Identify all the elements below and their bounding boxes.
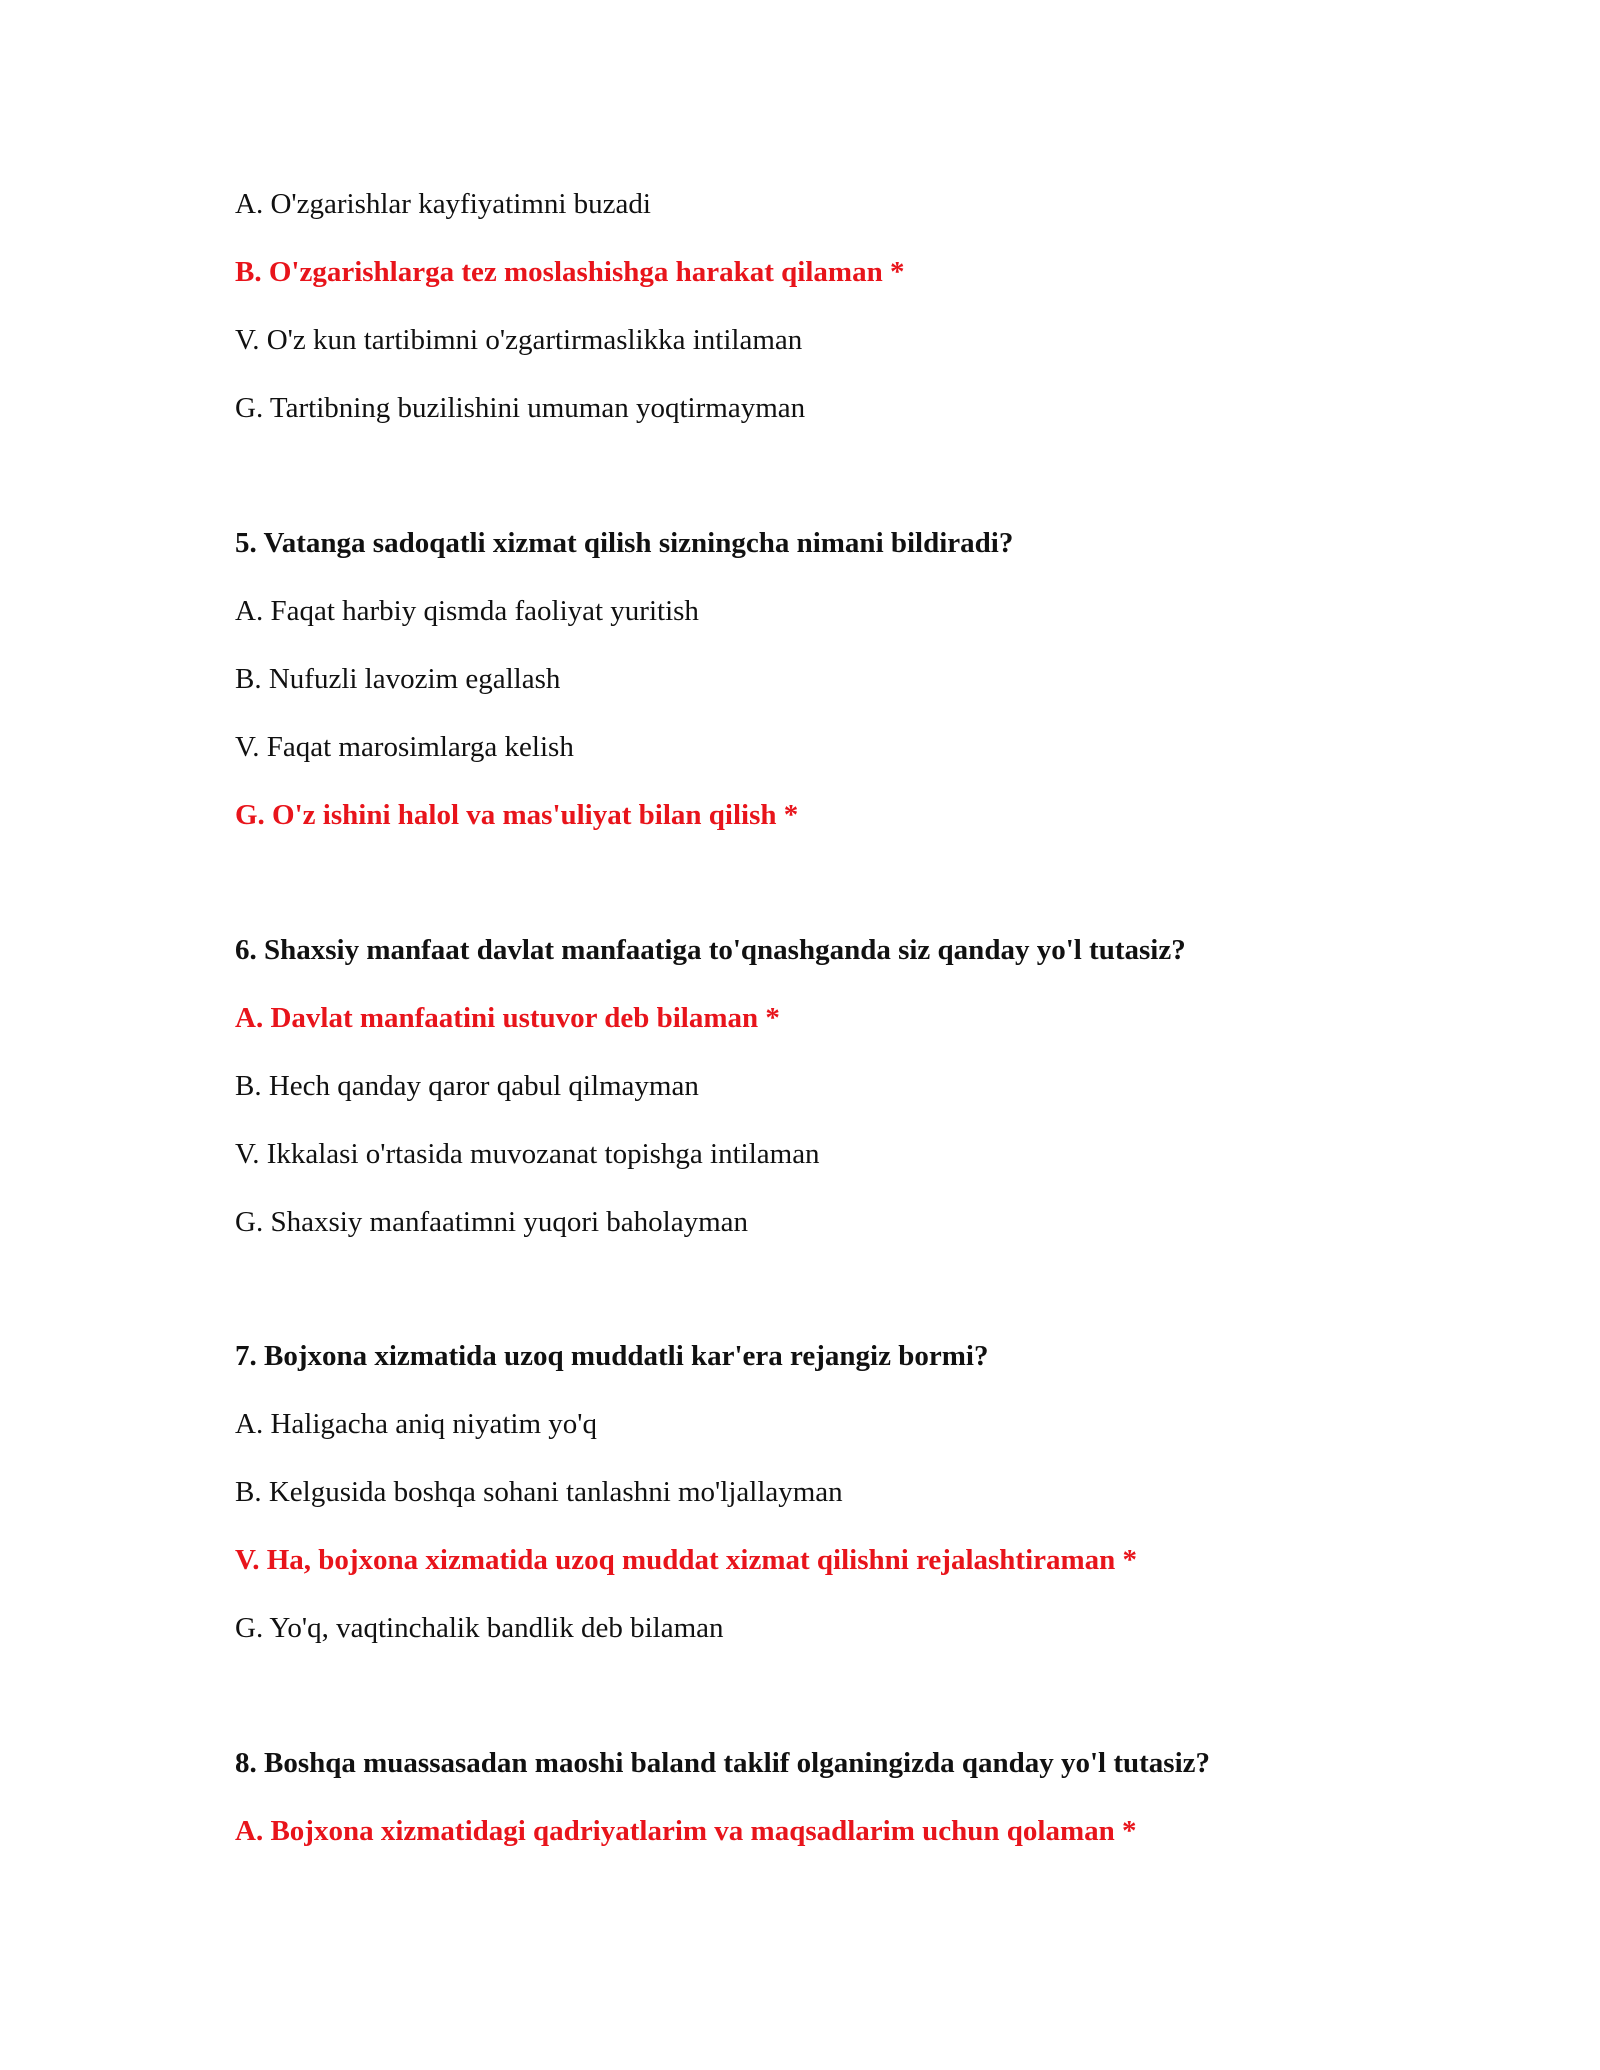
answer-option-correct: V. Ha, bojxona xizmatida uzoq muddat xizmat qilishni rejalashtiraman * <box>235 1544 1138 1576</box>
answer-option: G. Shaxsiy manfaatimni yuqori baholayman <box>235 1206 749 1238</box>
answer-option-correct: A. Davlat manfaatini ustuvor deb bilaman * <box>235 1002 780 1034</box>
question-heading: 5. Vatanga sadoqatli xizmat qilish sizningcha nimani bildiradi? <box>235 527 1014 559</box>
answer-option: B. Nufuzli lavozim egallash <box>235 663 561 695</box>
question-heading: 7. Bojxona xizmatida uzoq muddatli kar'era rejangiz bormi? <box>235 1340 989 1372</box>
answer-option: G. Yo'q, vaqtinchalik bandlik deb bilaman <box>235 1612 724 1644</box>
answer-option: G. Tartibning buzilishini umuman yoqtirmayman <box>235 392 806 424</box>
answer-option-correct: G. O'z ishini halol va mas'uliyat bilan qilish * <box>235 799 799 831</box>
question-heading: 8. Boshqa muassasadan maoshi baland taklif olganingizda qanday yo'l tutasiz? <box>235 1747 1210 1779</box>
answer-option: V. O'z kun tartibimni o'zgartirmaslikka intilaman <box>235 324 803 356</box>
answer-option: B. Kelgusida boshqa sohani tanlashni mo'ljallayman <box>235 1476 843 1508</box>
answer-option: A. Faqat harbiy qismda faoliyat yuritish <box>235 595 699 627</box>
question-heading: 6. Shaxsiy manfaat davlat manfaatiga to'qnashganda siz qanday yo'l tutasiz? <box>235 934 1186 966</box>
answer-option: V. Faqat marosimlarga kelish <box>235 731 574 763</box>
answer-option: V. Ikkalasi o'rtasida muvozanat topishga intilaman <box>235 1138 820 1170</box>
answer-option: B. Hech qanday qaror qabul qilmayman <box>235 1070 699 1102</box>
answer-option-correct: A. Bojxona xizmatidagi qadriyatlarim va maqsadlarim uchun qolaman * <box>235 1815 1137 1847</box>
answer-option: A. O'zgarishlar kayfiyatimni buzadi <box>235 188 651 220</box>
answer-option: A. Haligacha aniq niyatim yo'q <box>235 1408 597 1440</box>
answer-option-correct: B. O'zgarishlarga tez moslashishga harakat qilaman * <box>235 256 905 288</box>
